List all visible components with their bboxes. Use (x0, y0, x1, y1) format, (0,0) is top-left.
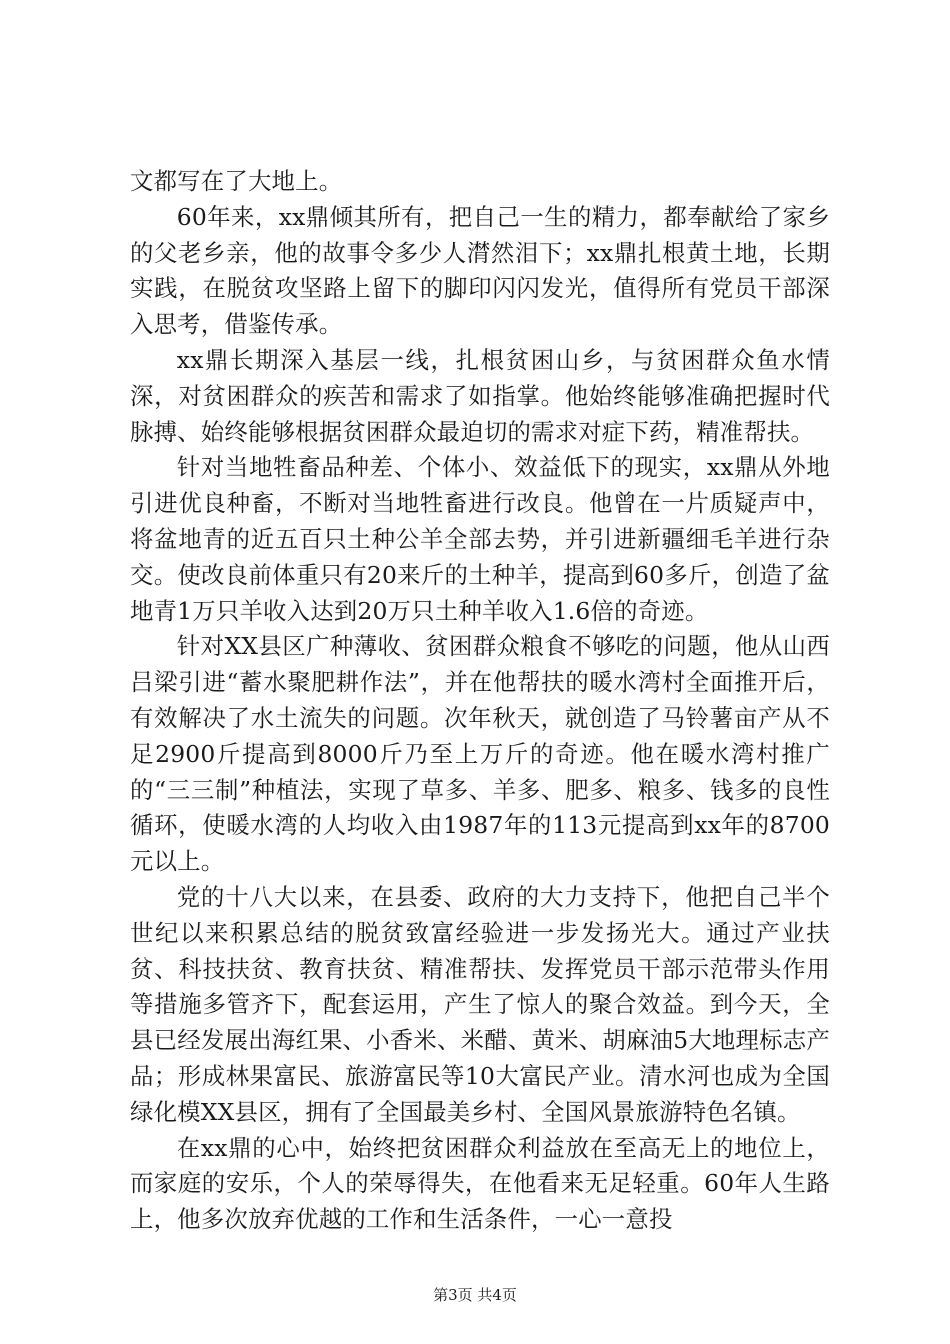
paragraph: 党的十八大以来，在县委、政府的大力支持下，他把自己半个世纪以来积累总结的脱贫致富经验进一步发扬光大。通过产业扶贫、科技扶贫、教育扶贫、精准帮扶、发挥党员干部示范带头作用等措施多管齐下，配套运用，产生了惊人的聚合效益。到今天，全县已经发展出海红果、小香米、米醋、黄米、胡麻油5大地理标志产品；形成林果富民、旅游富民等10大富民产业。清水河也成为全国绿化模XX县区，拥有了全国最美乡村、全国风景旅游特色名镇。 (130, 882, 830, 1126)
paragraph: 60年来，xx鼎倾其所有，把自己一生的精力，都奉献给了家乡的父老乡亲，他的故事令多少人潸然泪下；xx鼎扎根黄土地，长期实践，在脱贫攻坚路上留下的脚印闪闪发光，值得所有党员干部深入思考，借鉴传承。 (130, 202, 830, 339)
document-body (130, 164, 830, 1238)
paragraph: 针对XX县区广种薄收、贫困群众粮食不够吃的问题，他从山西吕梁引进“蓄水聚肥耕作法”，并在他帮扶的暖水湾村全面推开后，有效解决了水土流失的问题。次年秋天，就创造了马铃薯亩产从不足2900斤提高到8000斤乃至上万斤的奇迹。他在暖水湾村推广的“三三制”种植法，实现了草多、羊多、肥多、粮多、钱多的良性循环，使暖水湾的人均收入由1987年的113元提高到xx年的8700元以上。 (130, 632, 830, 876)
paragraph-continuation: 文都写在了大地上。 (130, 167, 343, 195)
paragraph: xx鼎长期深入基层一线，扎根贫困山乡，与贫困群众鱼水情深，对贫困群众的疾苦和需求了如指掌。他始终能够准确把握时代脉搏、始终能够根据贫困群众最迫切的需求对症下药，精准帮扶。 (130, 345, 830, 446)
paragraph: 针对当地牲畜品种差、个体小、效益低下的现实，xx鼎从外地引进优良种畜，不断对当地牲畜进行改良。他曾在一片质疑声中，将盆地青的近五百只土种公羊全部去势，并引进新疆细毛羊进行杂交。使改良前体重只有20来斤的土种羊，提高到60多斤，创造了盆地青1万只羊收入达到20万只土种羊收入1.6倍的奇迹。 (130, 453, 830, 625)
paragraph: 在xx鼎的心中，始终把贫困群众利益放在至高无上的地位上，而家庭的安乐，个人的荣辱得失，在他看来无足轻重。60年人生路上，他多次放弃优越的工作和生活条件，一心一意投 (130, 1133, 830, 1234)
page-number-footer: 第3页 共4页 (433, 1286, 517, 1304)
